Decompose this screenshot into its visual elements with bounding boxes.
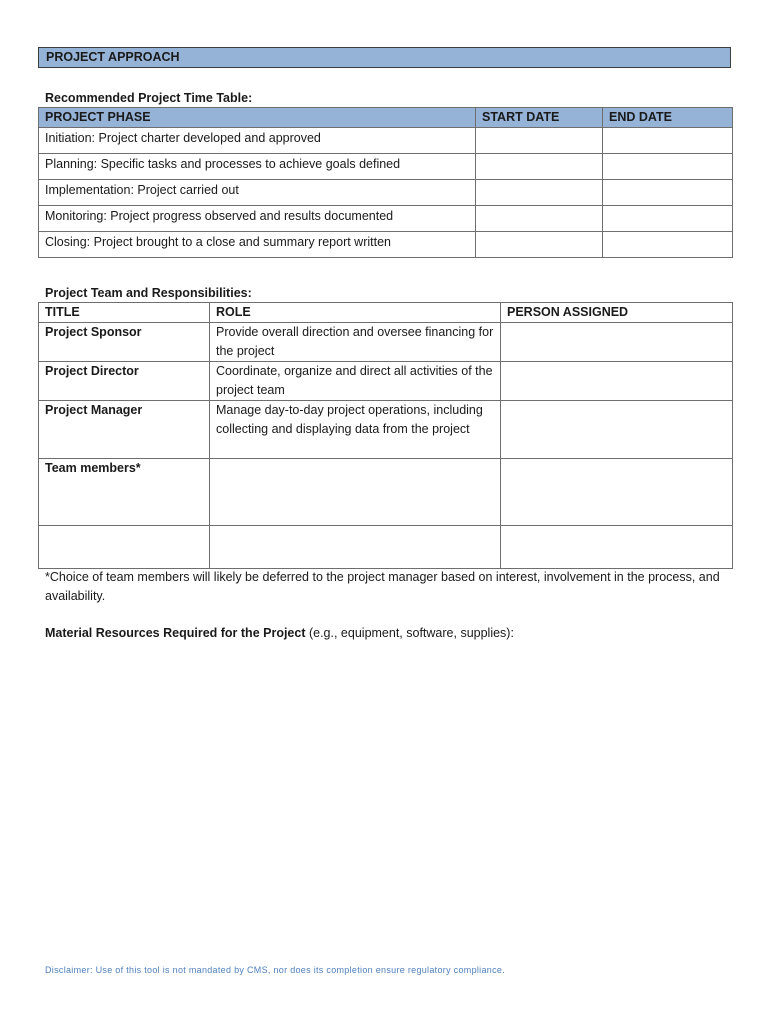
end-date-cell[interactable] (603, 128, 733, 154)
phase-cell: Implementation: Project carried out (39, 180, 476, 206)
table-row (39, 232, 733, 258)
phase-cell: Closing: Project brought to a close and summary report written (39, 232, 476, 258)
team-caption: Project Team and Responsibilities: (45, 286, 252, 300)
section-title: PROJECT APPROACH (38, 47, 731, 68)
column-header-role: ROLE (210, 303, 501, 323)
start-date-cell[interactable] (476, 180, 603, 206)
column-header-end-date: END DATE (603, 108, 733, 128)
title-cell: Team members* (39, 459, 210, 526)
table-header-row (39, 108, 733, 128)
table-row (39, 128, 733, 154)
materials-prompt (45, 625, 735, 641)
end-date-cell[interactable] (603, 232, 733, 258)
project-team-table (38, 302, 733, 569)
title-cell: Project Sponsor (39, 323, 210, 362)
start-date-cell[interactable] (476, 232, 603, 258)
timetable-caption: Recommended Project Time Table: (45, 91, 253, 105)
table-row (39, 362, 733, 401)
column-header-person-assigned: PERSON ASSIGNED (501, 303, 733, 323)
materials-label: Material Resources Required for the Project (45, 626, 306, 640)
person-assigned-cell[interactable] (501, 526, 733, 569)
team-footnote: *Choice of team members will likely be deferred to the project manager based on interest, involvement in the process, and availability. (45, 570, 720, 603)
end-date-cell[interactable] (603, 206, 733, 232)
role-cell[interactable] (210, 526, 501, 569)
phase-cell: Initiation: Project charter developed and approved (39, 128, 476, 154)
table-row (39, 180, 733, 206)
phase-cell: Planning: Specific tasks and processes to achieve goals defined (39, 154, 476, 180)
table-header-row (39, 303, 733, 323)
title-cell: Project Director (39, 362, 210, 401)
title-cell[interactable] (39, 526, 210, 569)
table-row (39, 154, 733, 180)
project-time-table (38, 107, 733, 258)
column-header-title: TITLE (39, 303, 210, 323)
role-cell: Provide overall direction and oversee financing for the project (210, 323, 501, 362)
materials-hint: (e.g., equipment, software, supplies): (305, 626, 514, 640)
person-assigned-cell[interactable] (501, 323, 733, 362)
end-date-cell[interactable] (603, 154, 733, 180)
table-row (39, 526, 733, 569)
title-cell: Project Manager (39, 401, 210, 459)
table-row (39, 323, 733, 362)
table-row (39, 459, 733, 526)
table-row (39, 401, 733, 459)
end-date-cell[interactable] (603, 180, 733, 206)
role-cell[interactable] (210, 459, 501, 526)
person-assigned-cell[interactable] (501, 459, 733, 526)
person-assigned-cell[interactable] (501, 362, 733, 401)
column-header-start-date: START DATE (476, 108, 603, 128)
start-date-cell[interactable] (476, 128, 603, 154)
person-assigned-cell[interactable] (501, 401, 733, 459)
phase-cell: Monitoring: Project progress observed and results documented (39, 206, 476, 232)
start-date-cell[interactable] (476, 206, 603, 232)
disclaimer: Disclaimer: Use of this tool is not mandated by CMS, nor does its completion ensure regulatory compliance. (45, 965, 505, 975)
start-date-cell[interactable] (476, 154, 603, 180)
table-row (39, 206, 733, 232)
role-cell: Coordinate, organize and direct all activities of the project team (210, 362, 501, 401)
column-header-phase: PROJECT PHASE (39, 108, 476, 128)
role-cell: Manage day-to-day project operations, including collecting and displaying data from the project (210, 401, 501, 459)
